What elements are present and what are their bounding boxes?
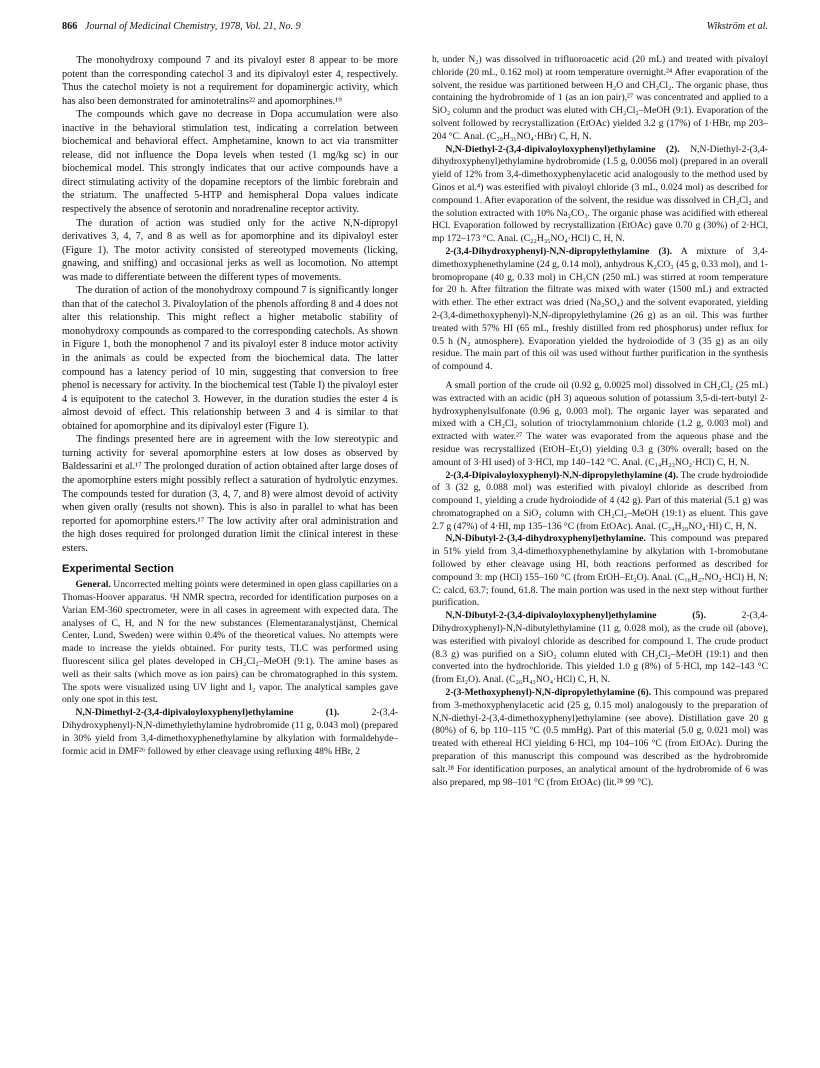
body-paragraph: The monohydroxy compound 7 and its pivaloyl ester 8 appear to be more potent than the corresponding catechol 3 and its dipivaloyl ester 4, respectively. Thus the catechol moiety is not a requirement for dopaminergic activity, which has also been demonstrated for aminotetralins²² and apomorphines.¹⁹ — [62, 55, 398, 107]
continued-paragraph: h, under N₂) was dissolved in trifluoroacetic acid (20 mL) and treated with pivaloyl chloride (20 mL, 0.162 mol) at room temperature overnight.²⁴ After evaporation of the solvent, the residue was partitioned between H₂O and CH₂Cl₂. The organic phase, thus containing the hydrobromide of 1 (as an ion pair),²⁷ was concentrated and applied to a SiO₂ column and the product was eluted with CH₂Cl₂–MeOH (9:1). Evaporation of the solvent followed by recrystallization (EtOAc) yielded 3.2 g (17%) of 1·HBr, mp 203–204 °C. Anal. (C₂₀H₃₁NO₄·HBr) C, H, N. — [432, 54, 768, 142]
general-paragraph — [62, 579, 398, 707]
paragraph-text: The crude hydroiodide of 3 (32 g, 0.088 mol) was esterified with pivaloyl chloride as described from compound 1, yielding a crude hydroiodide of 4 (42 g). Part of this material (5.1 g) was chromatographed on a SiO₂ column with CH₂Cl₂–MeOH (19:1) as eluent. This gave 2.7 g (47%) of 4·HI, mp 135–136 °C (from EtOAc). Anal. (C₂₄H₃₉NO₄·HI) C, H, N. — [432, 469, 768, 532]
body-paragraph: The duration of action of the monohydroxy compound 7 is significantly longer than that of the catechol 3. Pivaloylation of the phenols affording 8 and 4 does not alter this relationship. This might reflect a higher metabolic stability of monohydroxy compounds as compared to the corresponding catechols. As shown in Figure 1, both the monophenol 7 and its pivaloyl ester 8 induce motor activity in the animals as could be expected from the biochemical data. The latter compound has a latency period of 10 min, suggesting that conversion to free phenol is necessary for activity. In the biochemical test (Table I) the pivaloyl ester 4 is equipotent to the catechol 3. However, in the duration studies the ester 4 is almost devoid of effect. This relationship between 3 and 4 is similar to that obtained for apomorphine and its dipivaloyl ester (Figure 1). — [62, 285, 398, 432]
right-column — [432, 54, 768, 1038]
compound-heading: 2-(3,4-Dihydroxyphenyl)-N,N-dipropylethylamine (3). — [445, 245, 673, 257]
compound-paragraph — [432, 687, 768, 789]
paragraph-text: 2-(3,4-Dihydroxyphenyl)-N,N-dibutylethylamine (11 g, 0.028 mol), as the crude oil (above), was esterified with pivaloyl chloride as described for compound 1. The crude product (8.3 g) was purified on a SiO₂ column eluted with CH₂Cl₂–MeOH (19:1) and then converted into the hydrochloride. This yielded 1.0 g (8%) of 5·HCl, mp 142–143 °C (from Et₂O). Anal. (C₂₆H₄₃NO₄·HCl) C, H, N. — [432, 610, 768, 686]
compound-paragraph — [62, 707, 398, 758]
paragraph-text: Uncorrected melting points were determined in open glass capillaries on a Thomas-Hoover apparatus. ¹H NMR spectra, recorded for identification purposes on a Varian EM-360 spectrometer, were in all cases in agreement with expected data. The analyses of C, H, and N for the new substances (Elementaranalystjänst, Chemical Center, Lund, Sweden) were within 0.4% of the theoretical values. No attempts were made to increase the yields obtained. For purity tests, TLC was performed using fluorescent silica gel plates developed in CH₂Cl₂–MeOH (9:1). The amine bases as well as their salts (which move as ion pairs) can be chromatographed in this system. The spots were visualized using UV light and I₂ vapor. The analytical samples gave only one spot in this test. — [62, 579, 398, 706]
journal-citation: Journal of Medicinal Chemistry, 1978, Vol. 21, No. 9 — [84, 21, 301, 32]
running-header — [62, 19, 768, 35]
compound-paragraph — [432, 470, 768, 534]
page-number: 866 — [62, 21, 78, 32]
body-paragraph: The duration of action was studied only for the active N,N-dipropyl derivatives 3, 4, 7, and 8 as well as for apomorphine and its dipivaloyl ester (Figure 1). The motor activity consisted of stereotyped movements (licking, gnawing, and sniffing) and occasional jerks as well as locomotion. No attempt was made to differentiate between the different types of movements. — [62, 217, 398, 283]
left-column — [62, 54, 398, 1038]
compound-heading: 2-(3-Methoxyphenyl)-N,N-dipropylethylamine (6). — [445, 687, 652, 699]
run-in-heading: General. — [75, 579, 111, 591]
body-paragraph: A small portion of the crude oil (0.92 g, 0.0025 mol) dissolved in CH₂Cl₂ (25 mL) was extracted with an acidic (pH 3) aqueous solution of potassium 3,5-di-tert-butyl 2-hydroxyphenylsulfonate (0.96 g, 0.003 mol). The organic layer was separated and mixed with a CH₂Cl₂ solution of trioctylammonium chloride (1.2 g, 0.003 mol) and extracted with water.²⁷ The water was evaporated from the aqueous phase and the residue was recrystallized (EtOH–Et₂O) yielding 0.3 g (30% overall; based on the amount of 3·HI used) of 3·HCl, mp 140–142 °C. Anal. (C₁₄H₂₃NO₂·HCl) C, H, N. — [432, 379, 768, 468]
paragraph-text: This compound was prepared from 3-methoxyphenylacetic acid (25 g, 0.15 mol) analogously to the preparation of N,N-diethyl-2-(3,4-dimethoxyphenyl)ethylamine (see above). Distillation gave 20 g (80%) of 6, bp 110–115 °C (0.5 mmHg). Part of this material (5.0 g, 0.021 mol) was treated with ethereal HCl yielding 6·HCl, mp 104–106 °C (from EtOAc). During the preparation of this manuscript this compound was described as the hydrobromide salt.²⁸ For identification purposes, an analytical amount of the hydrobromide of 6 was also prepared, mp 98–101 °C (from EtOAc) (lit.²⁸ 99 °C). — [432, 687, 768, 788]
compound-paragraph — [432, 144, 768, 246]
compound-paragraph — [432, 533, 768, 610]
paragraph-text: 2-(3,4-Dihydroxyphenyl)-N,N-dimethylethylamine hydrobromide (11 g, 0.043 mol) (prepared in 30% yield from 3,4-dimethoxyphenethylamine by alkylation with formaldehyde–formic acid in DMF²⁶ followed by ether cleavage using refluxing 48% HBr, 2 — [62, 707, 398, 757]
compound-heading: N,N-Dibutyl-2-(3,4-dihydroxyphenyl)ethylamine. — [445, 533, 646, 545]
compound-paragraph — [432, 610, 768, 687]
compound-heading: 2-(3,4-Dipivaloyloxyphenyl)-N,N-dipropylethylamine (4). — [445, 469, 679, 481]
section-heading: Experimental Section — [62, 563, 174, 576]
compound-heading: N,N-Dimethyl-2-(3,4-dipivaloyloxyphenyl)ethylamine (1). — [75, 707, 340, 719]
compound-heading: N,N-Diethyl-2-(3,4-dipivaloyloxyphenyl)ethylamine (2). — [445, 143, 680, 155]
compound-heading: N,N-Dibutyl-2-(3,4-dipivaloyloxyphenyl)ethylamine (5). — [445, 610, 706, 622]
paragraph-text: A mixture of 3,4-dimethoxyphenethylamine (24 g, 0.14 mol), anhydrous K₂CO₃ (45 g, 0.33 mol), and 1-bromopropane (40 g, 0.33 mol) in CH₃CN (250 mL) was stirred at room temperature for 20 h. After filtration the filtrate was mixed with water (1500 mL) and extracted with ether. The ether extract was dried (Na₂SO₄) and the solvent evaporated, yielding 2-(3,4-dimethoxyphenyl)-N,N-dipropylethylamine (26 g) as an oil. This was further treated with 57% HI (65 mL, freshly distilled from red phosphorus) under reflux for 0.5 h (N₂ atmosphere). Evaporation yielded the hydroiodide of 3 (35 g) as an oily residue. The main part of this oil was used without further purification in the synthesis of compound 4. — [432, 245, 768, 373]
running-authors: Wikström et al. — [706, 21, 768, 32]
paragraph-text: This compound was prepared in 51% yield from 3,4-dimethoxyphenethylamine by alkylation with 1-bromobutane followed by ether cleavage using HI, both reactions performed as described for compound 3: mp (HCl) 155–160 °C (from EtOH–Et₂O). Anal. (C₁₆H₂₇NO₂·HCl) H, N; C: calcd, 63.7; found, 61.8. The main portion was used in the next step without further purification. — [432, 533, 768, 609]
paragraph-text: N,N-Diethyl-2-(3,4-dihydroxyphenyl)ethylamine hydrobromide (1.5 g, 0.0056 mol) (prepared in an overall yield of 12% from 3,4-dimethoxyphenylacetic acid analogously to the method used by Ginos et al.⁴) was esterified with pivaloyl chloride (3 mL, 0.024 mol) as described for compound 1. After evaporation of the solvent, the residue was dissolved in CH₂Cl₂ and the solution extracted with 10% Na₂CO₃. The organic phase was acidified with ethereal HCl. Evaporation followed by recrystallization (EtOAc) gave 0.70 g (30%) of 2·HCl, mp 172–173 °C. Anal. (C₂₂H₃₅NO₄·HCl) C, H, N. — [432, 143, 768, 245]
body-paragraph: The compounds which gave no decrease in Dopa accumulation were also inactive in the behavioral stimulation test, indicating a correlation between biochemical and behavioral effect. Amphetamine, known to act via transmitter release, did not influence the Dopa levels when tested (1 mg/kg sc) in our biochemical model. This strongly indicates that our active compounds have a direct stimulating activity of the dopamine receptors of the limbic forebrain and the striatum. The unaffected 5-HTP and hemispheral Dopa values indicate respectively the absence of serotonin and noradrenaline receptor activity. — [62, 109, 398, 216]
body-paragraph: The findings presented here are in agreement with the low stereotypic and turning activity for several apomorphine esters at low doses as observed by Baldessarini et al.¹⁷ The prolonged duration of action obtained after large doses of the apomorphine esters might possibly reflect a saturation of hydrolytic enzymes. The compounds tested for duration (3, 4, 7, and 8) were almost devoid of activity when given orally (results not shown). This is also in parallel to what has been reported for apomorphine esters.¹⁷ The low activity after oral administration and the high doses required for prolonged duration limit the clinical interest in these esters. — [62, 434, 398, 554]
compound-paragraph — [432, 246, 768, 374]
